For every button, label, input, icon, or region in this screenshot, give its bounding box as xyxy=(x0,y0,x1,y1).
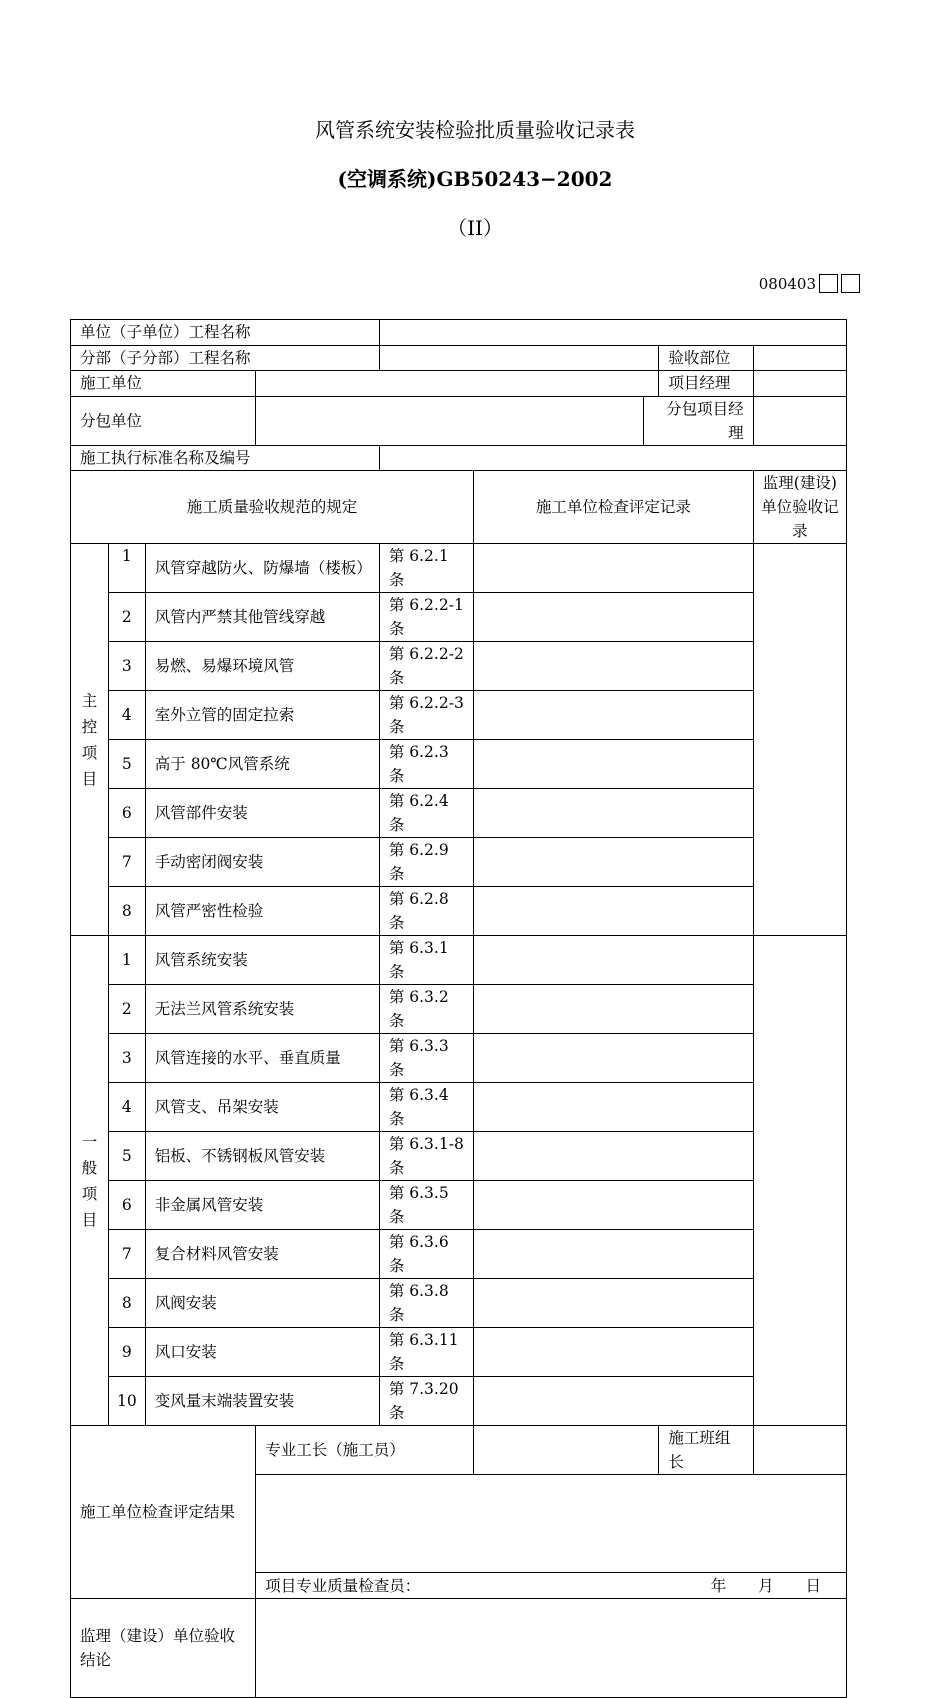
general-item-name: 复合材料风管安装 xyxy=(145,1230,379,1279)
general-item-record[interactable] xyxy=(474,1377,754,1426)
general-items-supervision-record[interactable] xyxy=(753,936,846,1426)
main-item-clause: 第 6.2.8 条 xyxy=(379,887,473,936)
main-item-clause: 第 6.2.2-2 条 xyxy=(379,642,473,691)
general-item-clause: 第 6.3.3 条 xyxy=(379,1034,473,1083)
construction-unit-field[interactable] xyxy=(256,371,659,397)
general-item-no: 1 xyxy=(108,936,145,985)
main-item-clause: 第 6.2.4 条 xyxy=(379,789,473,838)
general-item-name: 风阀安装 xyxy=(145,1279,379,1328)
team-leader-field[interactable] xyxy=(753,1426,846,1475)
team-leader-label: 施工班组长 xyxy=(659,1426,753,1475)
general-item-no: 5 xyxy=(108,1132,145,1181)
code-box-2[interactable] xyxy=(841,274,860,293)
check-result-field[interactable] xyxy=(256,1475,847,1573)
general-item-name: 风口安装 xyxy=(145,1328,379,1377)
main-item-no: 1 xyxy=(108,544,145,593)
inspector-signature-line xyxy=(265,1574,837,1598)
main-item-clause: 第 6.2.2-3 条 xyxy=(379,691,473,740)
main-item-name: 手动密闭阀安装 xyxy=(145,838,379,887)
general-item-name: 风管支、吊架安装 xyxy=(145,1083,379,1132)
main-item-name: 风管严密性检验 xyxy=(145,887,379,936)
general-item-no: 7 xyxy=(108,1230,145,1279)
general-item-clause: 第 7.3.20 条 xyxy=(379,1377,473,1426)
main-item-record[interactable] xyxy=(474,740,754,789)
supervision-conclusion-field[interactable] xyxy=(256,1598,847,1697)
main-item-record[interactable] xyxy=(474,691,754,740)
general-item-no: 9 xyxy=(108,1328,145,1377)
main-item-no: 3 xyxy=(108,642,145,691)
date-day: 日 xyxy=(805,1576,821,1595)
main-item-record[interactable] xyxy=(474,642,754,691)
subcontract-manager-label: 分包项目经理 xyxy=(644,396,753,445)
main-item-no: 5 xyxy=(108,740,145,789)
foreman-field[interactable] xyxy=(474,1426,659,1475)
sub-project-field[interactable] xyxy=(379,345,659,371)
subcontract-unit-label: 分包单位 xyxy=(71,396,256,445)
general-item-record[interactable] xyxy=(474,1132,754,1181)
general-item-clause: 第 6.3.1-8 条 xyxy=(379,1132,473,1181)
general-item-no: 8 xyxy=(108,1279,145,1328)
main-item-name: 风管内严禁其他管线穿越 xyxy=(145,593,379,642)
general-item-clause: 第 6.3.8 条 xyxy=(379,1279,473,1328)
form-title: 风管系统安装检验批质量验收记录表 xyxy=(315,118,635,142)
main-item-no: 6 xyxy=(108,789,145,838)
check-result-label: 施工单位检查评定结果 xyxy=(71,1426,256,1599)
project-manager-field[interactable] xyxy=(753,371,846,397)
sub-project-label: 分部（子分部）工程名称 xyxy=(71,345,380,371)
main-item-record[interactable] xyxy=(474,838,754,887)
main-item-name: 风管部件安装 xyxy=(145,789,379,838)
general-item-name: 风管系统安装 xyxy=(145,936,379,985)
general-item-clause: 第 6.3.5 条 xyxy=(379,1181,473,1230)
main-item-clause: 第 6.2.9 条 xyxy=(379,838,473,887)
form-code xyxy=(759,274,860,293)
general-item-clause: 第 6.3.11 条 xyxy=(379,1328,473,1377)
main-item-name: 风管穿越防火、防爆墙（楼板） xyxy=(145,544,379,593)
date-month: 月 xyxy=(758,1576,774,1595)
general-items-label: 一般项目 xyxy=(81,1132,98,1229)
form-part-number: （II） xyxy=(447,216,503,240)
main-item-name: 高于 80℃风管系统 xyxy=(145,740,379,789)
supervision-conclusion-label: 监理（建设）单位验收结论 xyxy=(71,1598,256,1697)
form-code-number: 080403 xyxy=(758,275,816,293)
general-item-record[interactable] xyxy=(474,936,754,985)
main-item-no: 2 xyxy=(108,593,145,642)
subcontract-unit-field[interactable] xyxy=(256,396,644,445)
main-item-name: 室外立管的固定拉索 xyxy=(145,691,379,740)
check-record-column-header: 施工单位检查评定记录 xyxy=(474,471,754,544)
acceptance-part-label: 验收部位 xyxy=(659,345,753,371)
main-item-record[interactable] xyxy=(474,544,754,593)
general-item-record[interactable] xyxy=(474,1230,754,1279)
signature-date xyxy=(711,1574,821,1598)
general-item-clause: 第 6.3.4 条 xyxy=(379,1083,473,1132)
general-item-name: 风管连接的水平、垂直质量 xyxy=(145,1034,379,1083)
spec-column-header: 施工质量验收规范的规定 xyxy=(71,471,474,544)
general-item-name: 铝板、不锈钢板风管安装 xyxy=(145,1132,379,1181)
main-item-clause: 第 6.2.1 条 xyxy=(379,544,473,593)
general-item-no: 4 xyxy=(108,1083,145,1132)
main-item-clause: 第 6.2.2-1 条 xyxy=(379,593,473,642)
main-item-name: 易燃、易爆环境风管 xyxy=(145,642,379,691)
main-item-no: 8 xyxy=(108,887,145,936)
main-item-record[interactable] xyxy=(474,593,754,642)
general-item-record[interactable] xyxy=(474,1034,754,1083)
general-items-group-label xyxy=(71,936,109,1426)
subcontract-manager-field[interactable] xyxy=(753,396,846,445)
code-box-1[interactable] xyxy=(819,274,838,293)
standard-field[interactable] xyxy=(379,445,846,471)
general-item-record[interactable] xyxy=(474,1181,754,1230)
form-subtitle: (空调系统)GB50243−2002 xyxy=(337,167,613,191)
general-item-name: 非金属风管安装 xyxy=(145,1181,379,1230)
general-item-clause: 第 6.3.1 条 xyxy=(379,936,473,985)
general-item-name: 变风量末端装置安装 xyxy=(145,1377,379,1426)
general-item-clause: 第 6.3.2 条 xyxy=(379,985,473,1034)
main-item-clause: 第 6.2.3 条 xyxy=(379,740,473,789)
foreman-label: 专业工长（施工员） xyxy=(256,1426,474,1475)
main-item-record[interactable] xyxy=(474,887,754,936)
general-item-record[interactable] xyxy=(474,1083,754,1132)
project-manager-label: 项目经理 xyxy=(659,371,753,397)
main-item-no: 4 xyxy=(108,691,145,740)
standard-label: 施工执行标准名称及编号 xyxy=(71,445,380,471)
supervision-column-header: 监理(建设)单位验收记录 xyxy=(753,471,846,544)
general-item-clause: 第 6.3.6 条 xyxy=(379,1230,473,1279)
main-items-label: 主控项目 xyxy=(81,691,98,788)
general-item-no: 6 xyxy=(108,1181,145,1230)
general-item-record[interactable] xyxy=(474,1279,754,1328)
inspection-record-table xyxy=(70,319,847,1698)
general-item-name: 无法兰风管系统安装 xyxy=(145,985,379,1034)
general-item-record[interactable] xyxy=(474,1328,754,1377)
construction-unit-label: 施工单位 xyxy=(71,371,256,397)
project-name-label: 单位（子单位）工程名称 xyxy=(71,320,380,346)
main-item-no: 7 xyxy=(108,838,145,887)
general-item-no: 2 xyxy=(108,985,145,1034)
acceptance-part-field[interactable] xyxy=(753,345,846,371)
general-item-record[interactable] xyxy=(474,985,754,1034)
main-items-group-label xyxy=(71,544,109,936)
general-item-no: 3 xyxy=(108,1034,145,1083)
main-items-supervision-record[interactable] xyxy=(753,544,846,936)
main-item-record[interactable] xyxy=(474,789,754,838)
inspector-label: 项目专业质量检查员： xyxy=(265,1576,421,1595)
general-item-no: 10 xyxy=(108,1377,145,1426)
date-year: 年 xyxy=(710,1576,727,1595)
project-name-field[interactable] xyxy=(379,320,846,346)
